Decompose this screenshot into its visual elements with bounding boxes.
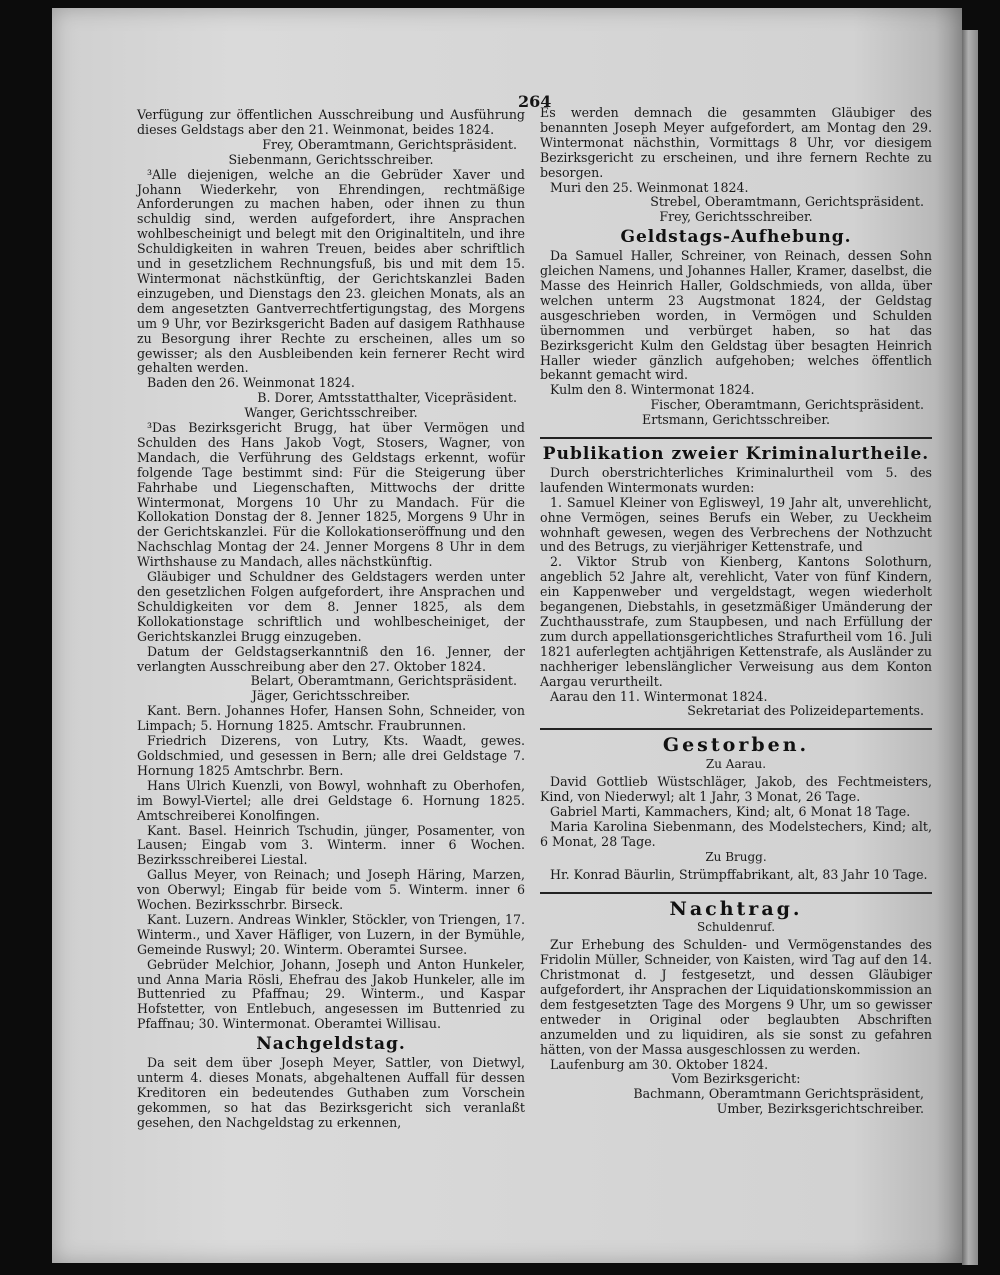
kriminal-heading: Publikation zweier Kriminalurtheile. [542,444,930,465]
notice-text: ³Das Bezirksgericht Brugg, hat über Vermögen und Schulden des Hans Jakob Vogt, Stosers, Wagner, von Mandach, die Verführung des Geldstags erkennt, wofür folgende Tage bestimmt sind: Für die Steigerung über Fahrhabe und Liegenschaften, Mittwochs der dritte Wintermonat, Morgens 10 Uhr zu Mandach. Für die Kollokation Donstag der 8. Jenner 1825, Morgens 9 Uhr in der Gerichtskanzlei. Für die Kollokationseröffnung und den Nachschlag Montag der 24. Jenner Morgens 8 Uhr in dem Wirthshause zu Mandach, alles nächstkünftig. [137,420,525,570]
notice-text: Datum der Geldstagserkanntniß den 16. Jenner, der verlangten Ausschreibung aber den 27. Oktober 1824. [137,643,525,674]
notice-text: Durch oberstrichterliches Kriminalurtheil vom 5. des laufenden Wintermonats wurden: [540,464,932,495]
signature: Belart, Oberamtmann, Gerichtspräsident. [250,673,517,689]
nachtrag-subheading: Schuldenruf. [696,920,776,935]
listing-item: Gebrüder Melchior, Johann, Joseph und Anton Hunkeler, und Anna Maria Rösli, Ehefrau des Jakob Hunkeler, alle im Buttenried zu Pfaffnau; 29. Winterm., und Kaspar Hofstetter, von Entlebuch, angesessen im Buttenried zu Pfaffnau; 30. Wintermonat. Oberamtei Willisau. [137,956,525,1032]
death-entry: Maria Karolina Siebenmann, des Modelstechers, Kind; alt, 6 Monat, 28 Tage. [540,818,932,849]
signature: Frey, Gerichtsschreiber. [659,209,813,225]
notice-date: Aarau den 11. Wintermonat 1824. [550,688,768,704]
next-page-edge [962,30,978,1265]
listing-item: Kant. Bern. Johannes Hofer, Hansen Sohn, Schneider, von Limpach; 5. Hornung 1825. Amtschr. Fraubrunnen. [137,703,525,734]
place-subheading: Zu Brugg. [705,849,767,864]
aufhebung-heading: Geldstags-Aufhebung. [620,227,852,248]
signature: Umber, Bezirksgerichtschreiber. [716,1101,924,1117]
notice-date: Muri den 25. Weinmonat 1824. [550,179,749,195]
notice-text: Es werden demnach die gesammten Gläubiger des benannten Joseph Meyer aufgefordert, am Montag den 29. Wintermonat nächsthin, Vormittags 8 Uhr, vor diesigem Bezirksgericht zu erscheinen, und ihre fernern Rechte zu besorgen. [540,105,932,180]
notice-text: Da Samuel Haller, Schreiner, von Reinach, dessen Sohn gleichen Namens, und Johannes Haller, Kramer, daselbst, die Masse des Heinrich Haller, Goldschmieds, von allda, über welchen unterm 23 Augstmonat 1824, der Geldstag ausgeschrieben worden, in Vermögen und Schulden übernommen und verbürget haben, so hat das Bezirksgericht Kulm den Geldstag über besagten Heinrich Haller wieder gänzlich aufgehoben; welches öffentlich bekannt gemacht wird. [540,248,932,383]
notice-text: Gläubiger und Schuldner des Geldstagers werden unter den gesetzlichen Folgen aufgefordert, ihre Ansprachen und Schuldigkeiten vor dem 8. Jenner 1825, als dem Kollokationstage schriftlich und wohlbescheiniget, der Gerichtskanzlei Brugg einzugeben. [137,569,525,644]
nachgeldstag-heading: Nachgeldstag. [256,1034,406,1055]
signature: Jäger, Gerichtsschreiber. [251,688,411,704]
right-column [540,106,932,1117]
listing-item: Kant. Luzern. Andreas Winkler, Stöckler, von Triengen, 17. Winterm., und Xaver Häfliger, von Luzern, in der Bymühle, Gemeinde Ruswyl; 20. Winterm. Oberamtei Sursee. [137,911,525,957]
signature: Sekretariat des Polizeidepartements. [687,703,924,719]
notice-text: Da seit dem über Joseph Meyer, Sattler, von Dietwyl, unterm 4. dieses Monats, abgehaltenen Auffall für dessen Kreditoren ein bedeutendes Guthaben zum Vorschein gekommen, so hat das Bezirksgericht sich veranlaßt gesehen, den Nachgeldstag zu erkennen, [137,1055,525,1130]
signature: Ertsmann, Gerichtsschreiber. [642,412,830,428]
death-entry: David Gottlieb Wüstschläger, Jakob, des Fechtmeisters, Kind, von Niederwyl; alt 1 Jahr, 3 Monat, 26 Tage. [540,774,932,805]
signature: Fischer, Oberamtmann, Gerichtspräsident. [650,397,924,413]
section-divider [540,892,932,894]
listing-item: Hans Ulrich Kuenzli, von Bowyl, wohnhaft zu Oberhofen, im Bowyl-Viertel; alle drei Geldstage 6. Hornung 1825. Amtschreiberei Konolfingen. [137,777,525,823]
signature: B. Dorer, Amtsstatthalter, Vicepräsident. [257,390,517,406]
signature: Bachmann, Oberamtmann Gerichtspräsident, [633,1086,924,1102]
notice-text: Zur Erhebung des Schulden- und Vermögenstandes des Fridolin Müller, Schneider, von Kaisten, wird Tag auf den 14. Christmonat d. J festgesetzt, und dessen Gläubiger aufgefordert, ihr Ansprachen der Liquidationskommission an dem festgesetzten Tage des Morgens 9 Uhr, um so gewisser entweder in Original oder beglaubten Abschriften anzumelden und zu liquidiren, als sie sonst zu gefahren hätten, von der Massa ausgeschlossen zu werden. [540,937,932,1057]
page-number: 264 [518,92,552,111]
death-entry: Hr. Konrad Bäurlin, Strümpffabrikant, alt, 83 Jahr 10 Tage. [550,866,928,882]
notice-date: Kulm den 8. Wintermonat 1824. [550,382,755,398]
nachtrag-heading: Nachtrag. [669,897,803,920]
listing-item: Kant. Basel. Heinrich Tschudin, jünger, Posamenter, von Lausen; Eingab vom 3. Winterm. inner 6 Wochen. Bezirksschreiberei Liestal. [137,822,525,868]
signature: Frey, Oberamtmann, Gerichtspräsident. [262,136,517,152]
notice-text: ³Alle diejenigen, welche an die Gebrüder Xaver und Johann Wiederkehr, von Ehrendingen, rechtmäßige Anforderungen zu machen haben, oder ihnen zu thun schuldig sind, werden aufgefordert, ihre Ansprachen wohlbescheinigt und belegt mit den Originaltiteln, und ihre Schuldigkeiten in wahren Treuen, beides aber schriftlich und in gesetzlichem Rechnungsfuß, bis und mit dem 15. Wintermonat nächstkünftig, der Gerichtskanzlei Baden einzugeben, und Dienstags den 23. gleichen Monats, als an dem angesetzten Gantverrechtfertigungstag, des Morgens um 9 Uhr, vor Bezirksgericht Baden auf dasigem Rathhause zu Besorgung ihrer Rechte zu erscheinen, alles um so gewisser; als den Ausbleibenden kein fernerer Recht wird gehalten werden. [137,166,525,376]
place-subheading: Zu Aarau. [705,757,767,772]
verdict-item: 2. Viktor Strub von Kienberg, Kantons Solothurn, angeblich 52 Jahre alt, verehlicht, Vater von fünf Kindern, ein Kappenweber und vergeldstagt, wegen wiederholt begangenen, Diebstahls, in gesetzmäßiger Umänderung der Zuchthausstrafe, zum Staupbesen, und nach Erfüllung der zum durch appellationsgerichtliches Strafurtheil vom 16. Juli 1821 auferlegten achtjährigen Kettenstrafe, als Ausländer zu nachheriger lebenslänglicher Verweisung aus dem Konton Aargau verurtheilt. [540,554,932,689]
notice-text: Verfügung zur öffentlichen Ausschreibung und Ausführung dieses Geldstags aber den 21. Weinmonat, beides 1824. [137,107,525,137]
notice-date: Baden den 26. Weinmonat 1824. [147,375,355,391]
signature: Strebel, Oberamtmann, Gerichtspräsident. [650,194,924,210]
left-column [137,108,525,1131]
section-divider [540,728,932,730]
authority: Vom Bezirksgericht: [671,1071,801,1087]
notice-date: Laufenburg am 30. Oktober 1824. [550,1056,769,1072]
gestorben-heading: Gestorben. [662,734,810,757]
signature: Siebenmann, Gerichtsschreiber. [228,151,434,167]
verdict-item: 1. Samuel Kleiner von Eglisweyl, 19 Jahr alt, unverehlicht, ohne Vermögen, seines Berufs ein Weber, zu Ueckheim wohnhaft gewesen, wegen des Verbrechens der Nothzucht und des Betrugs, zu vierjähriger Kettenstrafe, und [540,494,932,555]
listing-item: Friedrich Dizerens, von Lutry, Kts. Waadt, gewes. Goldschmied, und gesessen in Bern; alle drei Geldstage 7. Hornung 1825 Amtschrbr. Bern. [137,733,525,778]
listing-item: Gallus Meyer, von Reinach; und Joseph Häring, Marzen, von Oberwyl; Eingab für beide vom 5. Winterm. inner 6 Wochen. Bezirksschrbr. Birseck. [137,867,525,913]
signature: Wanger, Gerichtsschreiber. [244,405,418,421]
section-divider [540,437,932,439]
death-entry: Gabriel Marti, Kammachers, Kind; alt, 6 Monat 18 Tage. [550,803,911,819]
